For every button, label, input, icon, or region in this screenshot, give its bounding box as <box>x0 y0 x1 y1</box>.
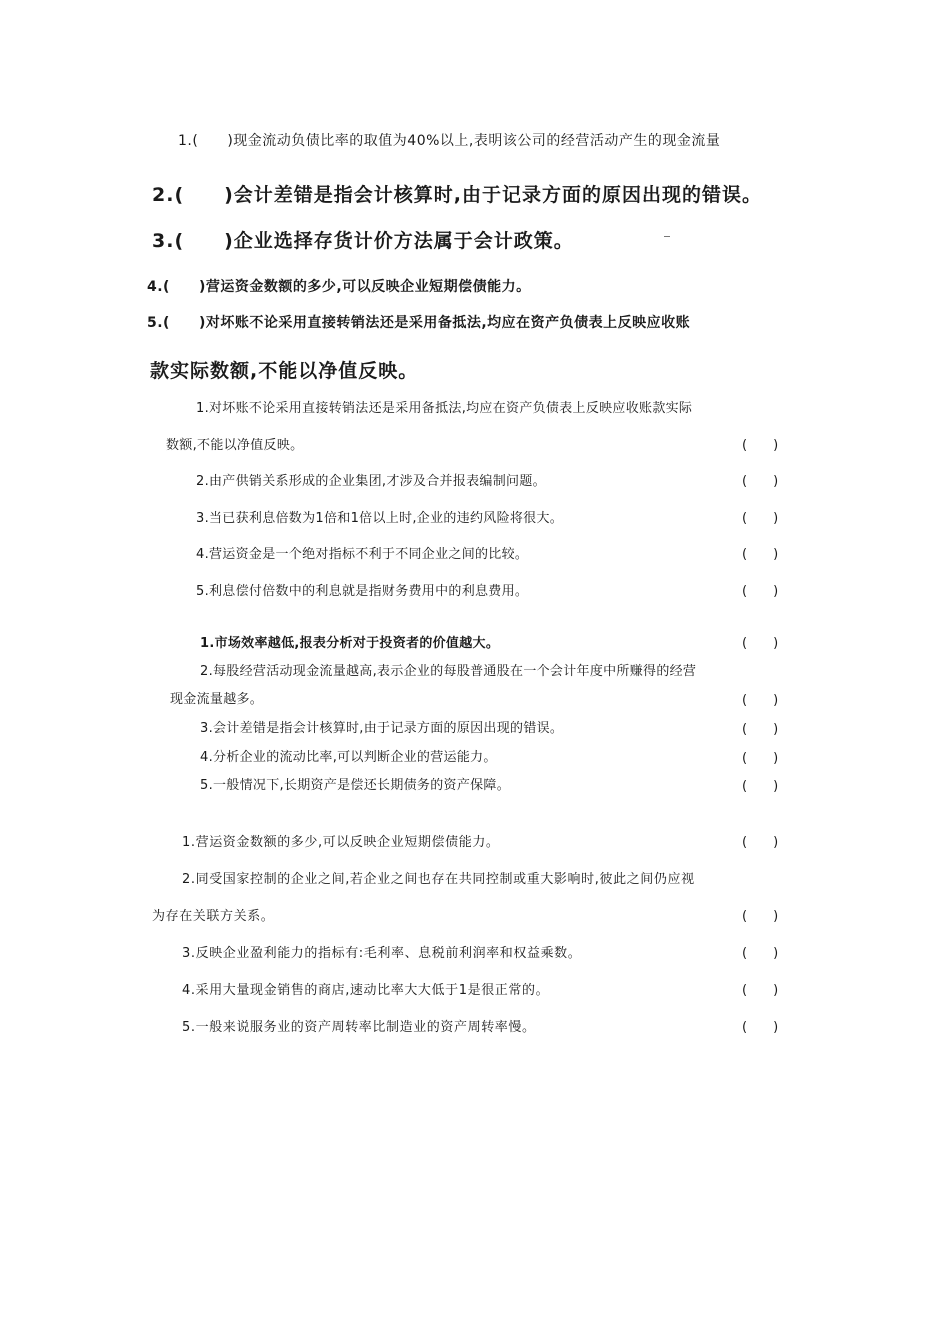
scan-mark <box>664 236 670 237</box>
answer-bracket[interactable]: ( ) <box>742 511 779 526</box>
section-a-question-5-line-2: 款实际数额,不能以净值反映。 <box>150 360 419 382</box>
answer-bracket[interactable]: ( ) <box>742 909 779 924</box>
answer-bracket[interactable]: ( ) <box>742 438 779 453</box>
section-c-question-3: 3.会计差错是指会计核算时,由于记录方面的原因出现的错误。 <box>200 721 564 736</box>
section-c-question-1: 1.市场效率越低,报表分析对于投资者的价值越大。 <box>200 636 500 651</box>
answer-bracket[interactable]: ( ) <box>742 722 779 737</box>
section-d-question-1: 1.营运资金数额的多少,可以反映企业短期偿债能力。 <box>182 835 500 850</box>
section-b-question-5: 5.利息偿付倍数中的利息就是指财务费用中的利息费用。 <box>196 584 529 599</box>
answer-bracket[interactable]: ( ) <box>742 751 779 766</box>
answer-bracket[interactable]: ( ) <box>742 946 779 961</box>
section-b-question-3: 3.当已获利息倍数为1倍和1倍以上时,企业的违约风险将很大。 <box>196 511 564 526</box>
section-a-question-3: 3.( )企业选择存货计价方法属于会计政策。 <box>152 230 574 252</box>
section-c-question-4: 4.分析企业的流动比率,可以判断企业的营运能力。 <box>200 750 497 765</box>
answer-bracket[interactable]: ( ) <box>742 983 779 998</box>
section-d-question-3: 3.反映企业盈利能力的指标有:毛利率、息税前利润率和权益乘数。 <box>182 946 582 961</box>
section-d-question-2-line-2: 为存在关联方关系。 <box>152 909 275 924</box>
section-d-question-4: 4.采用大量现金销售的商店,速动比率大大低于1是很正常的。 <box>182 983 550 998</box>
answer-bracket[interactable]: ( ) <box>742 779 779 794</box>
section-c-question-2-line-1: 2.每股经营活动现金流量越高,表示企业的每股普通股在一个会计年度中所赚得的经营 <box>200 664 697 679</box>
section-d-question-2-line-1: 2.同受国家控制的企业之间,若企业之间也存在共同控制或重大影响时,彼此之间仍应视 <box>182 872 695 887</box>
section-b-question-1-line-1: 1.对坏账不论采用直接转销法还是采用备抵法,均应在资产负债表上反映应收账款实际 <box>196 401 693 416</box>
section-b-question-2: 2.由产供销关系形成的企业集团,才涉及合并报表编制问题。 <box>196 474 546 489</box>
section-a-question-5-line-1: 5.( )对坏账不论采用直接转销法还是采用备抵法,均应在资产负债表上反映应收账 <box>147 315 691 331</box>
section-c-question-5: 5.一般情况下,长期资产是偿还长期债务的资产保障。 <box>200 778 511 793</box>
section-b-question-4: 4.营运资金是一个绝对指标不利于不同企业之间的比较。 <box>196 547 529 562</box>
answer-bracket[interactable]: ( ) <box>742 693 779 708</box>
answer-bracket[interactable]: ( ) <box>742 584 779 599</box>
section-a-question-2: 2.( )会计差错是指会计核算时,由于记录方面的原因出现的错误。 <box>152 184 763 206</box>
answer-bracket[interactable]: ( ) <box>742 474 779 489</box>
section-d-question-5: 5.一般来说服务业的资产周转率比制造业的资产周转率慢。 <box>182 1020 536 1035</box>
section-c-question-2-line-2: 现金流量越多。 <box>170 692 264 707</box>
section-a-question-1: 1.( )现金流动负债比率的取值为40%以上,表明该公司的经营活动产生的现金流量 <box>178 133 721 149</box>
section-a-question-4: 4.( )营运资金数额的多少,可以反映企业短期偿债能力。 <box>147 279 531 295</box>
answer-bracket[interactable]: ( ) <box>742 547 779 562</box>
answer-bracket[interactable]: ( ) <box>742 636 779 651</box>
answer-bracket[interactable]: ( ) <box>742 835 779 850</box>
answer-bracket[interactable]: ( ) <box>742 1020 779 1035</box>
section-b-question-1-line-2: 数额,不能以净值反映。 <box>166 438 304 453</box>
